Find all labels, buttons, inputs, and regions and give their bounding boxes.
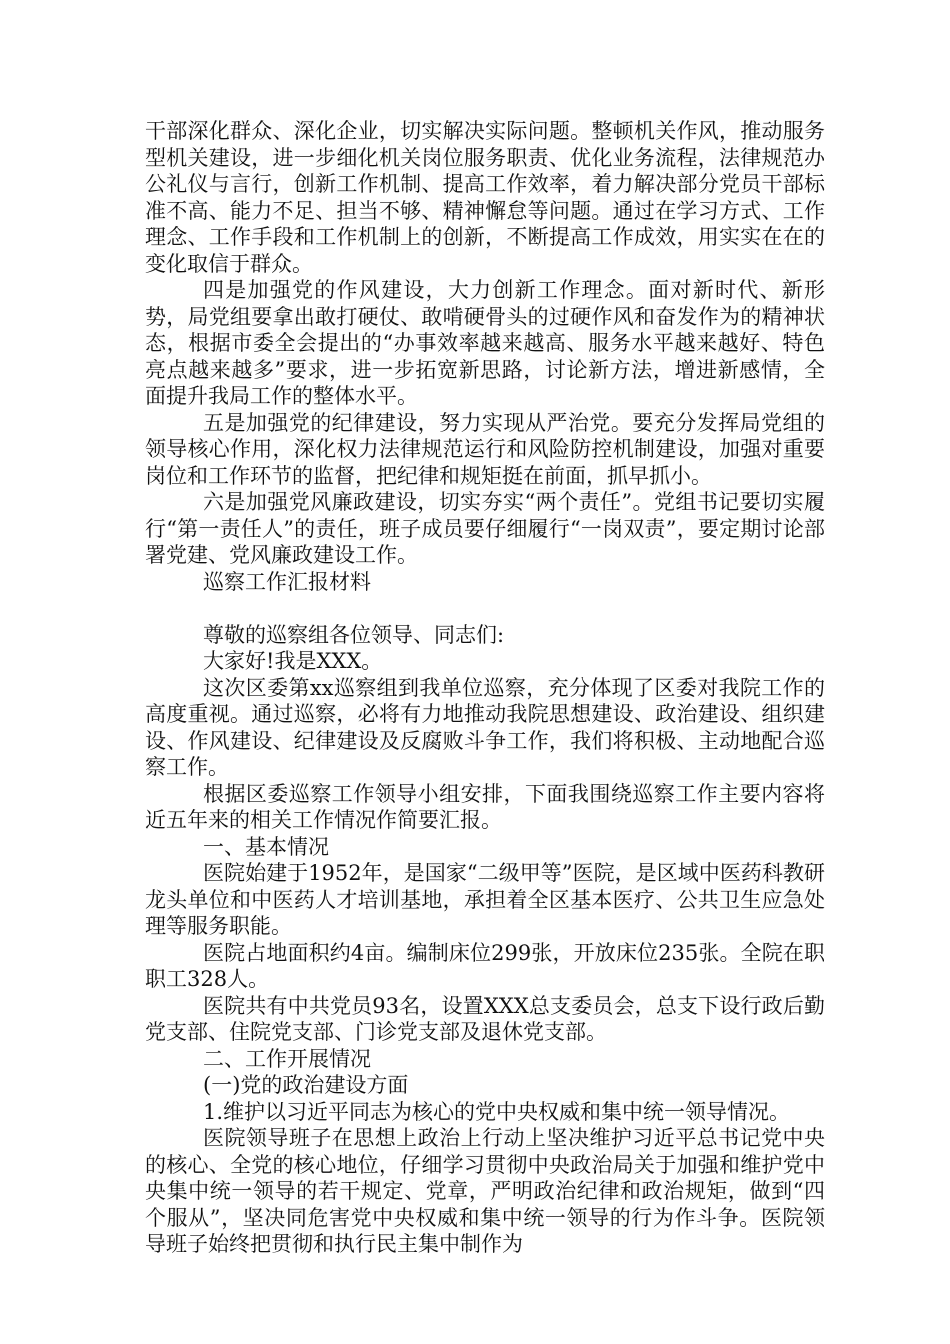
paragraph: 干部深化群众、深化企业，切实解决实际问题。整顿机关作风，推动服务型机关建设，进一步细化机关岗位服务职责、优化业务流程，法律规范办公礼仪与言行，创新工作机制、提高工作效率，着力解决部分党员干部标准不高、能力不足、担当不够、精神懈怠等问题。通过在学习方式、工作理念、工作手段和工作机制上的创新，不断提高工作成效，用实实在在的变化取信于群众。: [145, 119, 825, 276]
paragraph: 五是加强党的纪律建设，努力实现从严治党。要充分发挥局党组的领导核心作用，深化权力法律规范运行和风险防控机制建设，加强对重要岗位和工作环节的监督，把纪律和规矩挺在前面，抓早抓小。: [145, 410, 825, 488]
paragraph: 医院领导班子在思想上政治上行动上坚决维护习近平总书记党中央的核心、全党的核心地位，仔细学习贯彻中央政治局关于加强和维护党中央集中统一领导的若干规定、党章，严明政治纪律和政治规矩，做到“四个服从”，坚决同危害党中央权威和集中统一领导的行为作斗争。医院领导班子始终把贯彻和执行民主集中制作为: [145, 1126, 825, 1256]
paragraph: 六是加强党风廉政建设，切实夯实“两个责任”。党组书记要切实履行“第一责任人”的责任，班子成员要仔细履行“一岗双责”，要定期讨论部署党建、党风廉政建设工作。: [145, 490, 825, 567]
paragraph: 这次区委第xx巡察组到我单位巡察，充分体现了区委对我院工作的高度重视。通过巡察，必将有力地推动我院思想建设、政治建设、组织建设、作风建设、纪律建设及反腐败斗争工作，我们将积极、主动地配合巡察工作。: [145, 675, 825, 779]
greeting: 大家好!我是XXX。: [203, 649, 383, 673]
section-heading: 二、工作开展情况: [203, 1046, 371, 1071]
paragraph: 医院占地面积约4亩。编制床位299张，开放床位235张。全院在职职工328人。: [145, 940, 825, 991]
report-title: 巡察工作汇报材料: [203, 569, 371, 594]
paragraph: 四是加强党的作风建设，大力创新工作理念。面对新时代、新形势，局党组要拿出敢打硬仗、敢啃硬骨头的过硬作风和奋发作为的精神状态，根据市委全会提出的“办事效率越来越高、服务水平越来越好、特色亮点越来越多”要求，进一步拓宽新思路，讨论新方法，增进新感情，全面提升我局工作的整体水平。: [145, 278, 825, 408]
paragraph: 医院共有中共党员93名，设置XXX总支委员会，总支下设行政后勤党支部、住院党支部、门诊党支部及退休党支部。: [145, 993, 825, 1044]
item-heading: 1.维护以习近平同志为核心的党中央权威和集中统一领导情况。: [203, 1099, 791, 1124]
section-heading: 一、基本情况: [203, 834, 329, 859]
document-body: [145, 118, 825, 1258]
paragraph: 医院始建于1952年，是国家“二级甲等”医院，是区域中医药科教研龙头单位和中医药人才培训基地，承担着全区基本医疗、公共卫生应急处理等服务职能。: [145, 861, 825, 938]
subsection-heading: (一)党的政治建设方面: [203, 1073, 409, 1097]
blank-line: [145, 595, 825, 622]
paragraph: 根据区委巡察工作领导小组安排，下面我围绕巡察工作主要内容将近五年来的相关工作情况作简要汇报。: [145, 781, 825, 832]
salutation: 尊敬的巡察组各位领导、同志们:: [203, 622, 505, 647]
